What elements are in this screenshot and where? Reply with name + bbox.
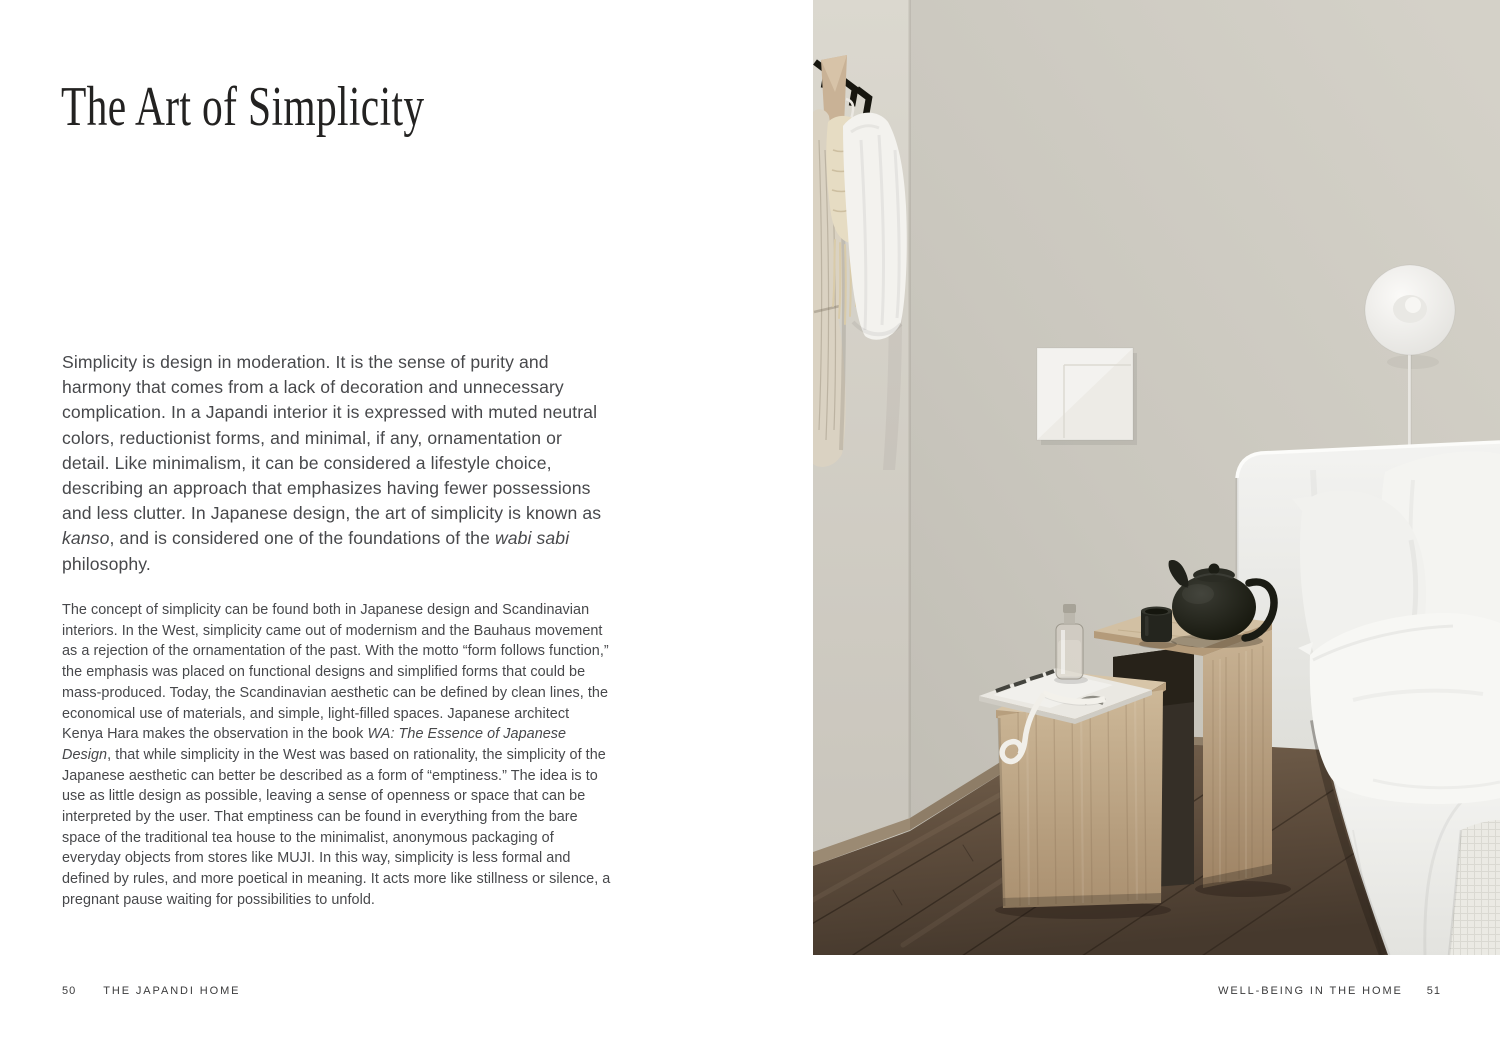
intro-text-segment: philosophy. — [62, 553, 151, 574]
left-page-footer — [62, 985, 240, 997]
intro-paragraph — [62, 350, 610, 577]
body-text-segment: , that while simplicity in the West was based on rationality, the simplicity of the Japanese aesthetic can better be described as a form of “emptiness.” The idea is to use as little design as possible, leaving a sense of openness or space that can be interpreted by the user. That emptiness can be found in everything from the bare space of the traditional tea house to the minimalist, anonymous packaging of everyday objects from stores like MUJI. In this way, simplicity is less formal and defined by rules, and more poetical in meaning. It acts more like stillness or silence, a pregnant pause waiting for possibilities to unfold. — [62, 746, 611, 908]
intro-text-segment: Simplicity is design in moderation. It is the sense of purity and harmony that comes from a lack of decoration and unnecessary complication. In a Japandi interior it is expressed with muted neutral colors, reductionist forms, and minimal, if any, ornamentation or detail. Like minimalism, it can be considered a lifestyle choice, describing an approach that emphasizes having fewer possessions and less clutter. In Japanese design, the art of simplicity is known as — [62, 352, 602, 524]
bedroom-photo-frame — [813, 0, 1500, 955]
wall-corner — [909, 0, 911, 818]
intro-italic-wabi-sabi: wabi sabi — [494, 528, 570, 549]
tea-cup — [1139, 607, 1177, 649]
body-paragraph — [62, 600, 614, 911]
wall-art — [1037, 348, 1137, 445]
bedroom-photo — [813, 0, 1500, 955]
left-running-title: THE JAPANDI HOME — [103, 985, 241, 997]
left-page-number: 50 — [62, 985, 77, 997]
right-page-footer — [1218, 985, 1441, 997]
right-page-number: 51 — [1426, 985, 1441, 997]
pillows — [1292, 451, 1500, 804]
body-text-segment: The concept of simplicity can be found both in Japanese design and Scandinavian interiors. In the West, simplicity came out of modernism and the Bauhaus movement as a rejection of the ornamentation of the past. With the motto “form follows function,” the emphasis was placed on functional designs and simplified forms that could be mass-produced. Today, the Scandinavian aesthetic can be defined by clean lines, the economical use of materials, and simple, light-filled spaces. Japanese architect Kenya Hara makes the observation in the book — [62, 602, 609, 743]
right-running-title: WELL-BEING IN THE HOME — [1218, 985, 1403, 997]
intro-italic-kanso: kanso — [62, 528, 110, 549]
body-italic-book-title: WA: The Essence of Japanese Design — [62, 726, 567, 763]
page-title: The Art of Simplicity — [61, 76, 425, 138]
intro-text-segment: , and is considered one of the foundations of the — [109, 528, 495, 549]
